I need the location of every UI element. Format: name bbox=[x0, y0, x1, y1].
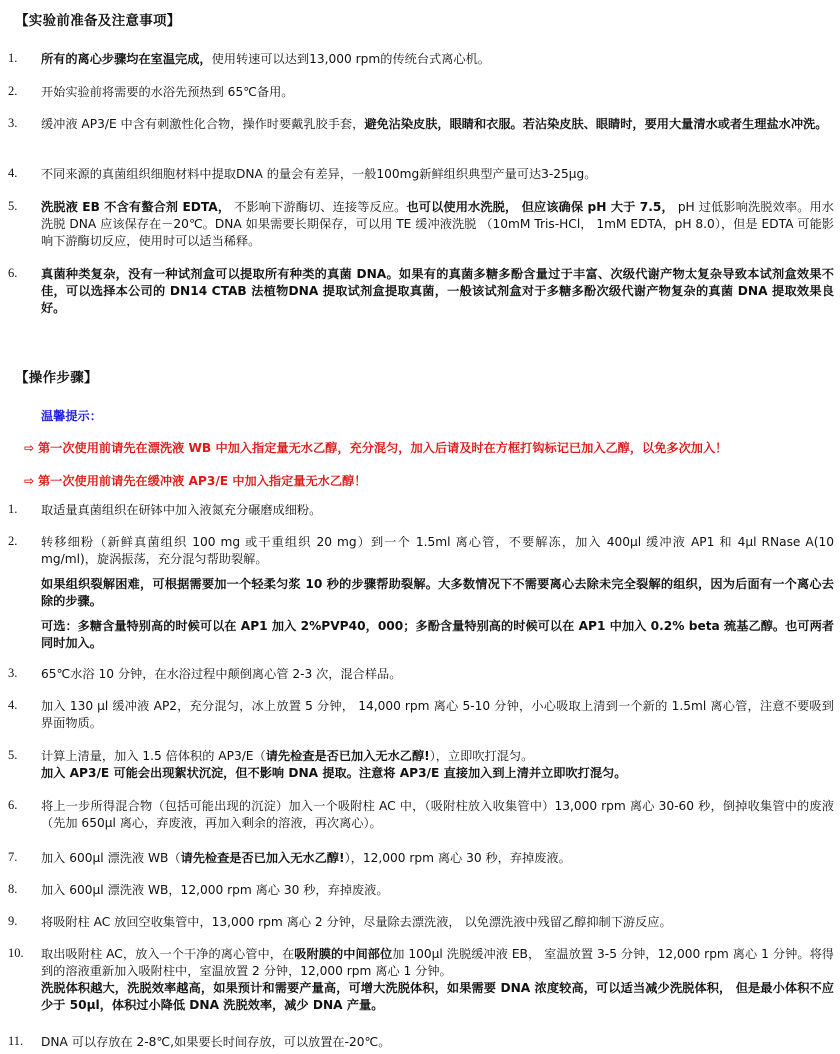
tip-label: 温馨提示： bbox=[41, 409, 102, 423]
text-run: pH 过低影响洗脱效率。用水洗脱 DNA 应该保存在－20℃。DNA 如果需要长期保存，可以用 TE 缓冲液洗脱 （10mM Tris-HCl， 1mM EDTA，pH 8.0），但是 EDTA 可能影响下游酶切反应，使用时可以适当稀释。 bbox=[41, 200, 834, 248]
text-run: 取出吸附柱 AC，放入一个干净的离心管中，在 bbox=[41, 947, 295, 961]
paragraph bbox=[41, 166, 834, 183]
paragraph bbox=[41, 850, 834, 867]
item-text bbox=[41, 850, 834, 867]
bold-text: 如果组织裂解困难，可根据需要加一个轻柔匀浆 10 秒的步骤帮助裂解。大多数情况下不需要离心去除未完全裂解的组织，因为后面有一个离心去除的步骤。 bbox=[41, 577, 834, 608]
note-item bbox=[8, 166, 834, 183]
section-heading-procedure: 【操作步骤】 bbox=[15, 370, 98, 386]
paragraph bbox=[41, 618, 834, 652]
bold-text: 吸附膜的中间部位 bbox=[294, 947, 393, 961]
text-run: 计算上清量，加入 1.5 倍体积的 AP3/E（ bbox=[41, 749, 266, 763]
item-text bbox=[41, 914, 834, 931]
bold-text: 也可以使用水洗脱， 但应该确保 pH 大于 7.5， bbox=[406, 200, 674, 214]
item-text bbox=[41, 798, 834, 832]
arrow-right-icon: ⇨ bbox=[24, 474, 35, 488]
bold-text: 可选：多糖含量特别高的时候可以在 AP1 加入 2%PVP40，000；多酚含量特别高的时候可以在 AP1 中加入 0.2% beta 巯基乙醇。也可两者同时加入。 bbox=[41, 619, 834, 650]
step-item bbox=[8, 1034, 834, 1051]
bold-text: 所有的离心步骤均在室温完成， bbox=[41, 52, 212, 66]
text-run: ），立即吹打混匀。 bbox=[429, 749, 534, 763]
arrow-right-icon: ⇨ bbox=[24, 441, 35, 455]
item-text bbox=[41, 116, 834, 133]
step-item bbox=[8, 798, 834, 832]
item-number: 4. bbox=[8, 166, 18, 180]
item-text bbox=[41, 666, 834, 683]
item-text bbox=[41, 698, 834, 732]
text-run: DNA 可以存放在 2-8℃,如果要长时间存放，可以放置在-20℃。 bbox=[41, 1035, 391, 1049]
paragraph bbox=[41, 502, 834, 519]
text-run: 开始实验前将需要的水浴先预热到 65℃备用。 bbox=[41, 85, 294, 99]
bold-text: 加入 AP3/E 可能会出现絮状沉淀，但不影响 DNA 提取。注意将 AP3/E 直接加入到上清并立即吹打混匀。 bbox=[41, 766, 627, 780]
item-text bbox=[41, 199, 834, 250]
step-item bbox=[8, 882, 834, 899]
item-number: 7. bbox=[8, 850, 18, 864]
text-run: 将上一步所得混合物（包括可能出现的沉淀）加入一个吸附柱 AC 中，（吸附柱放入收集管中）13,000 rpm 离心 30-60 秒，倒掉收集管中的废液（先加 650μl 离心，弃废液，再加入剩余的溶液，再次离心）。 bbox=[41, 799, 834, 830]
paragraph bbox=[41, 698, 834, 732]
text-run: 转移细粉（新鲜真菌组织 100 mg 或干重组织 20 mg）到一个 1.5ml 离心管，不要解冻，加入 400μl 缓冲液 AP1 和 4μl RNase A(10 mg/ml)，旋涡振荡，充分混匀帮助裂解。 bbox=[41, 535, 834, 566]
item-number: 10. bbox=[8, 946, 24, 960]
bold-text: 真菌种类复杂，没有一种试剂盒可以提取所有种类的真菌 DNA。如果有的真菌多糖多酚含量过于丰富、次级代谢产物太复杂导致本试剂盒效果不佳，可以选择本公司的 DN14 CTAB 法植物DNA 提取试剂盒提取真菌，一般该试剂盒对于多糖多酚次级代谢产物复杂的真菌 DNA 提取效果良好。 bbox=[41, 267, 834, 315]
bold-text: 请先检查是否已加入无水乙醇! bbox=[265, 749, 430, 763]
paragraph bbox=[41, 51, 834, 68]
item-number: 1. bbox=[8, 51, 18, 65]
item-number: 5. bbox=[8, 748, 18, 762]
item-number: 4. bbox=[8, 698, 18, 712]
item-text bbox=[41, 266, 834, 317]
text-run: 加 100μl 洗脱缓冲液 EB， 室温放置 3-5 分钟，12,000 rpm 离心 1 分钟。将得到的溶液重新加入吸附柱中，室温放置 2 分钟，12,000 rpm 离心 1 分钟。 bbox=[41, 947, 834, 978]
paragraph bbox=[41, 84, 834, 101]
bold-text: 洗脱体积越大，洗脱效率越高，如果预计和需要产量高，可增大洗脱体积，如果需要 DNA 浓度较高，可以适当减少洗脱体积， 但是最小体积不应少于 50μl，体积过小降低 DNA 洗脱效率，减少 DNA 产量。 bbox=[41, 981, 834, 1012]
item-number: 8. bbox=[8, 882, 18, 896]
paragraph bbox=[41, 798, 834, 832]
step-item bbox=[8, 946, 834, 1014]
text-run: 将吸附柱 AC 放回空收集管中，13,000 rpm 离心 2 分钟，尽量除去漂洗液， 以免漂洗液中残留乙醇抑制下游反应。 bbox=[41, 915, 672, 929]
note-item bbox=[8, 266, 834, 317]
text-run: 加入 600μl 漂洗液 WB（ bbox=[41, 851, 181, 865]
item-text bbox=[41, 1034, 834, 1051]
note-item bbox=[8, 84, 834, 101]
text-run: 不同来源的真菌组织细胞材料中提取DNA 的量会有差异，一般100mg新鲜组织典型产量可达3-25μg。 bbox=[41, 167, 597, 181]
item-text bbox=[41, 51, 834, 68]
paragraph bbox=[41, 765, 834, 782]
paragraph bbox=[41, 576, 834, 610]
item-number: 1. bbox=[8, 502, 18, 516]
item-number: 2. bbox=[8, 534, 18, 548]
text-run: 不影响下游酶切、连接等反应。 bbox=[230, 200, 407, 214]
paragraph bbox=[41, 882, 834, 899]
text-run: 使用转速可以达到13,000 rpm的传统台式离心机。 bbox=[211, 52, 490, 66]
item-number: 2. bbox=[8, 84, 18, 98]
paragraph bbox=[41, 980, 834, 1014]
paragraph bbox=[41, 534, 834, 568]
paragraph bbox=[41, 748, 834, 765]
paragraph bbox=[41, 946, 834, 980]
warning-text: 第一次使用前请先在缓冲液 AP3/E 中加入指定量无水乙醇！ bbox=[38, 474, 367, 488]
item-text bbox=[41, 882, 834, 899]
text-run: 缓冲液 AP3/E 中含有刺激性化合物，操作时要戴乳胶手套， bbox=[41, 117, 365, 131]
item-number: 6. bbox=[8, 798, 18, 812]
item-text bbox=[41, 534, 834, 652]
item-text bbox=[41, 166, 834, 183]
item-number: 6. bbox=[8, 266, 18, 280]
item-number: 11. bbox=[8, 1034, 24, 1048]
step-item bbox=[8, 914, 834, 931]
paragraph bbox=[41, 116, 834, 133]
text-run: ），12,000 rpm 离心 30 秒，弃掉废液。 bbox=[344, 851, 571, 865]
text-run: 加入 600μl 漂洗液 WB，12,000 rpm 离心 30 秒，弃掉废液。 bbox=[41, 883, 389, 897]
item-number: 3. bbox=[8, 116, 18, 130]
paragraph bbox=[41, 666, 834, 683]
warning-line bbox=[24, 472, 366, 489]
paragraph bbox=[41, 914, 834, 931]
step-item bbox=[8, 748, 834, 782]
item-number: 5. bbox=[8, 199, 18, 213]
step-item bbox=[8, 698, 834, 732]
warning-line bbox=[24, 439, 727, 456]
text-run: 65℃水浴 10 分钟，在水浴过程中颠倒离心管 2-3 次，混合样品。 bbox=[41, 667, 402, 681]
item-text bbox=[41, 748, 834, 782]
warning-text: 第一次使用前请先在漂洗液 WB 中加入指定量无水乙醇，充分混匀，加入后请及时在方框打钩标记已加入乙醇，以免多次加入！ bbox=[38, 441, 728, 455]
note-item bbox=[8, 51, 834, 68]
item-text bbox=[41, 946, 834, 1014]
bold-text: 洗脱液 EB 不含有螯合剂 EDTA， bbox=[41, 200, 231, 214]
section-heading-preparation: 【实验前准备及注意事项】 bbox=[15, 13, 181, 29]
step-item bbox=[8, 666, 834, 683]
step-item bbox=[8, 850, 834, 867]
bold-text: 请先检查是否已加入无水乙醇! bbox=[180, 851, 345, 865]
paragraph bbox=[41, 266, 834, 317]
item-number: 9. bbox=[8, 914, 18, 928]
text-run: 加入 130 μl 缓冲液 AP2，充分混匀，冰上放置 5 分钟， 14,000 rpm 离心 5-10 分钟，小心吸取上清到一个新的 1.5ml 离心管，注意不要吸到界面物质。 bbox=[41, 699, 834, 730]
step-item bbox=[8, 502, 834, 519]
item-text bbox=[41, 502, 834, 519]
text-run: 取适量真菌组织在研钵中加入液氮充分碾磨成细粉。 bbox=[41, 503, 322, 517]
note-item bbox=[8, 116, 834, 133]
bold-text: 避免沾染皮肤，眼睛和衣服。若沾染皮肤、眼睛时，要用大量清水或者生理盐水冲洗。 bbox=[364, 117, 828, 131]
paragraph bbox=[41, 1034, 834, 1051]
item-number: 3. bbox=[8, 666, 18, 680]
paragraph bbox=[41, 199, 834, 250]
step-item bbox=[8, 534, 834, 652]
note-item bbox=[8, 199, 834, 250]
item-text bbox=[41, 84, 834, 101]
